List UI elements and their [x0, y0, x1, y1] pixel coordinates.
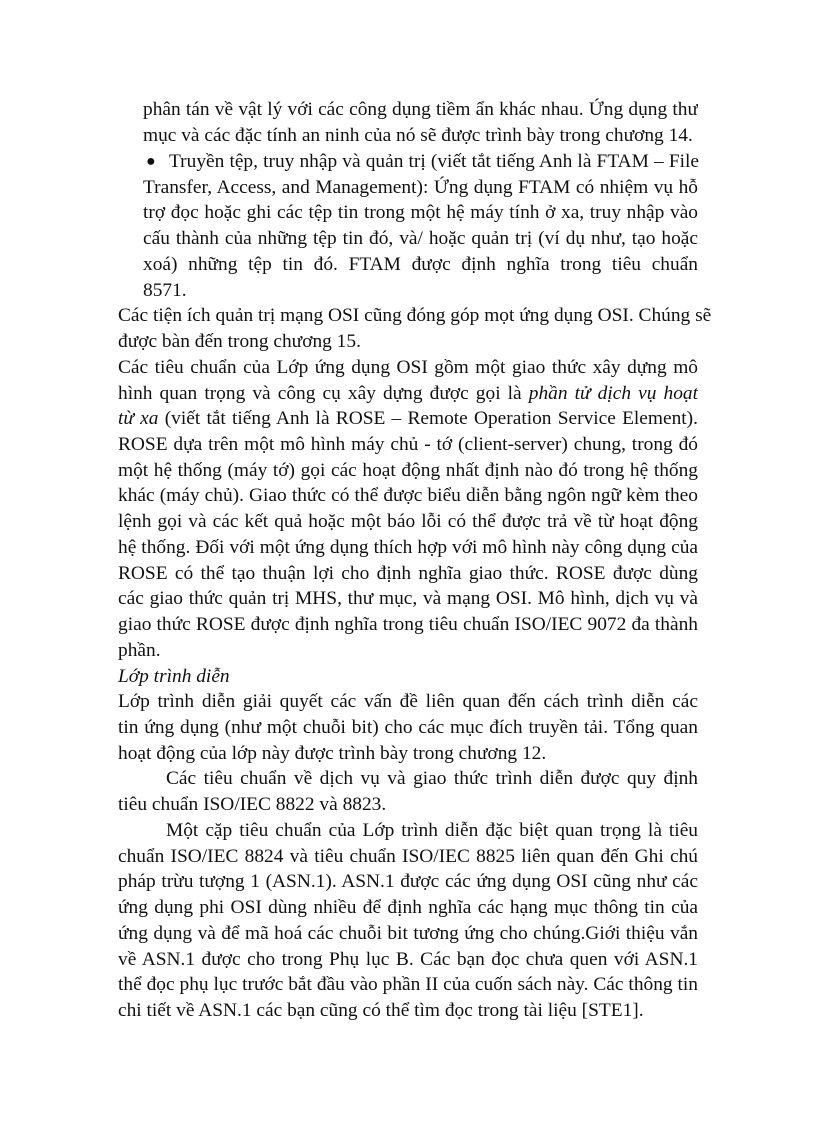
text-line: Truyền tệp, truy nhập và quản trị (viết tắt tiếng Anh là FTAM – File: [169, 151, 699, 172]
text-line: giao thức ROSE được định nghĩa trong tiêu chuẩn ISO/IEC 9072 đa thành: [118, 614, 698, 635]
text-line: ứng dụng phi OSI dùng nhiều để định nghĩa các hạng mục thông tin của: [118, 897, 698, 918]
text-line: [118, 382, 698, 406]
text-line: hoạt động của lớp này được trình bày trong chương 12.: [118, 743, 547, 764]
text-line: chi tiết về ASN.1 các bạn cũng có thể tìm đọc trong tài liệu [STE1].: [118, 1000, 644, 1021]
text-span: (viết tắt tiếng Anh là ROSE – Remote Operation Service Element).: [158, 408, 698, 429]
text-line: Các tiêu chuẩn của Lớp ứng dụng OSI gồm một giao thức xây dựng mô: [118, 357, 698, 378]
text-line: tin ứng dụng (như một chuỗi bit) cho các mục đích truyền tải. Tổng quan: [118, 717, 698, 738]
text-line: một hệ thống (máy tớ) gọi các hoạt động nhất định nào đó trong hệ thống: [118, 460, 698, 481]
text-line: các giao thức quản trị MHS, thư mục, và mạng OSI. Mô hình, dịch vụ và: [118, 588, 698, 609]
text-line: trợ đọc hoặc ghi các tệp tin trong một hệ máy tính ở xa, truy nhập vào: [143, 202, 698, 223]
text-line: tiêu chuẩn ISO/IEC 8822 và 8823.: [118, 794, 387, 815]
text-line: Transfer, Access, and Management): Ứng dụng FTAM có nhiệm vụ hỗ: [143, 177, 698, 198]
text-line: mục và các đặc tính an ninh của nó sẽ được trình bày trong chương 14.: [143, 125, 693, 146]
text-line: chuẩn ISO/IEC 8824 và tiêu chuẩn ISO/IEC 8825 liên quan đến Ghi chú: [118, 846, 698, 867]
text-line: cấu thành của những tệp tin đó, và/ hoặc quản trị (ví dụ như, tạo hoặc: [143, 228, 698, 249]
section-heading: Lớp trình diễn: [118, 666, 230, 687]
text-line: hệ thống. Đối với một ứng dụng thích hợp với mô hình này công dụng của: [118, 537, 698, 558]
italic-term: phần tử dịch vụ hoạt: [528, 383, 698, 404]
text-line: Một cặp tiêu chuẩn của Lớp trình diễn đặc biệt quan trọng là tiêu: [166, 820, 698, 841]
text-line: 8571.: [143, 280, 187, 301]
text-line: ROSE dựa trên một mô hình máy chủ - tớ (client-server) chung, trong đó: [118, 434, 698, 455]
text-line: phần.: [118, 640, 161, 661]
text-line: ROSE có thể tạo thuận lợi cho định nghĩa giao thức. ROSE được dùng: [118, 563, 698, 584]
text-line: [118, 407, 698, 431]
text-line: phân tán về vật lý với các công dụng tiềm ẩn khác nhau. Ứng dụng thư: [143, 99, 698, 120]
text-line: ứng dụng và để mã hoá các chuỗi bit tương ứng cho chúng.Giới thiệu vắn: [118, 923, 698, 944]
text-line: Lớp trình diễn giải quyết các vấn đề liên quan đến cách trình diễn các: [118, 691, 698, 712]
text-line: thể đọc phụ lục trước bắt đầu vào phần II của cuốn sách này. Các thông tin: [118, 974, 698, 995]
text-line: về ASN.1 được cho trong Phụ lục B. Các bạn đọc chưa quen với ASN.1: [118, 949, 698, 970]
italic-term: từ xa: [118, 408, 159, 429]
text-line: được bàn đến trong chương 15.: [118, 331, 361, 352]
bullet-icon: ●: [146, 153, 156, 170]
text-line: Các tiêu chuẩn về dịch vụ và giao thức trình diễn được quy định: [166, 768, 698, 789]
text-line: xoá) những tệp tin đó. FTAM được định nghĩa trong tiêu chuẩn: [143, 254, 698, 275]
text-line: pháp trừu tượng 1 (ASN.1). ASN.1 được các ứng dụng OSI cũng như các: [118, 871, 698, 892]
text-line: Các tiện ích quản trị mạng OSI cũng đóng góp mọt ứng dụng OSI. Chúng sẽ: [118, 305, 712, 326]
text-line: khác (máy chủ). Giao thức có thể được biểu diễn bằng ngôn ngữ kèm theo: [118, 485, 698, 506]
text-line: lệnh gọi và các kết quả hoặc một báo lỗi có thể được trả về từ hoạt động: [118, 511, 698, 532]
text-span: hình quan trọng và công cụ xây dựng được gọi là: [118, 383, 529, 404]
